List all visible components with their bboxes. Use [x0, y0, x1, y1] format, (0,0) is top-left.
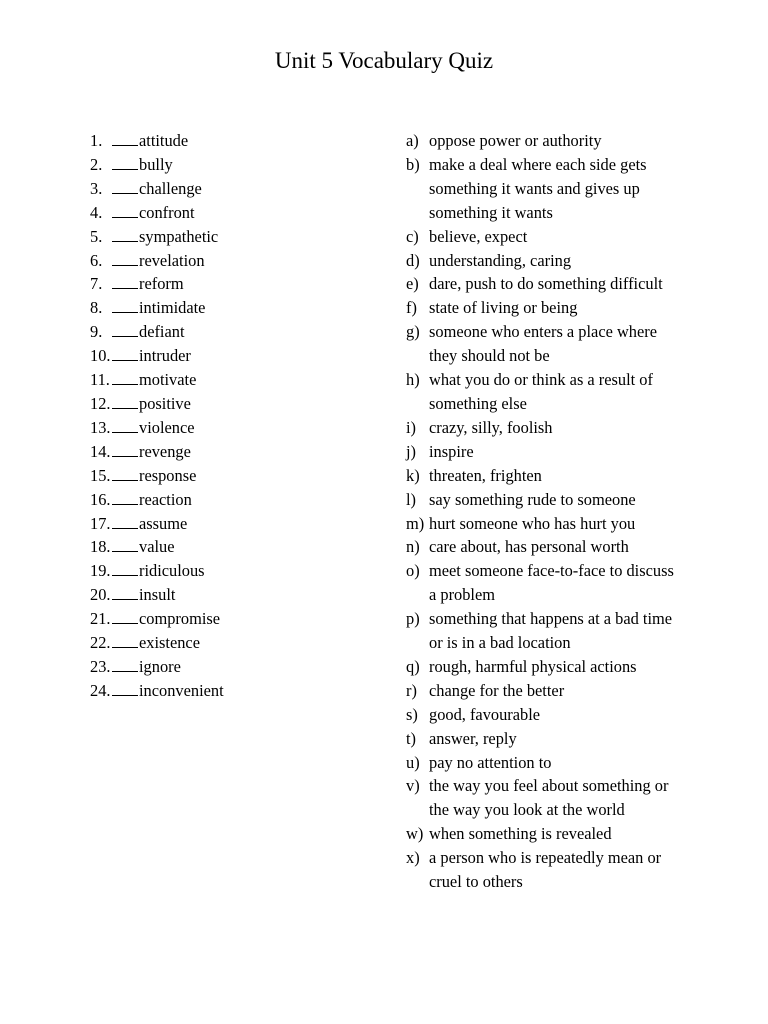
term-item	[90, 679, 380, 703]
definition-text: rough, harmful physical actions	[429, 656, 637, 676]
term-word: bully	[139, 154, 173, 174]
answer-blank[interactable]	[112, 440, 138, 457]
term-number: 23.	[90, 656, 111, 676]
answer-blank[interactable]	[112, 368, 138, 385]
term-number: 18.	[90, 537, 111, 557]
term-number: 1.	[90, 131, 103, 150]
term-word: positive	[139, 393, 191, 413]
term-number: 21.	[90, 609, 111, 629]
term-item	[90, 320, 380, 344]
definition-text: a person who is repeatedly mean or cruel to others	[429, 848, 662, 892]
definition-letter: r)	[406, 680, 417, 700]
answer-blank[interactable]	[112, 631, 138, 648]
term-item	[90, 344, 380, 368]
answer-blank[interactable]	[112, 679, 138, 696]
definition-text: believe, expect	[429, 226, 528, 246]
definition-item	[406, 225, 746, 249]
term-item	[90, 272, 380, 296]
term-item	[90, 153, 380, 177]
term-number: 24.	[90, 680, 111, 700]
term-number: 17.	[90, 513, 111, 533]
term-word: attitude	[139, 131, 189, 150]
page-title: Unit 5 Vocabulary Quiz	[274, 48, 494, 73]
definition-text: meet someone face-to-face to discuss a problem	[429, 561, 674, 605]
definition-item	[406, 751, 746, 775]
definition-letter: u)	[406, 752, 420, 772]
answer-blank[interactable]	[112, 249, 138, 266]
term-number: 4.	[90, 202, 103, 222]
term-number: 16.	[90, 489, 111, 509]
term-number: 10.	[90, 346, 111, 366]
definition-item	[406, 368, 746, 416]
definition-letter: v)	[406, 776, 420, 796]
term-item	[90, 488, 380, 512]
term-item	[90, 631, 380, 655]
term-word: revelation	[139, 250, 205, 270]
term-number: 9.	[90, 322, 103, 342]
term-number: 7.	[90, 274, 103, 294]
definition-text: answer, reply	[429, 728, 517, 748]
definition-item	[406, 296, 746, 320]
term-item	[90, 535, 380, 559]
term-word: intimidate	[139, 298, 206, 318]
definition-letter: n)	[406, 537, 420, 557]
term-item	[90, 607, 380, 631]
definition-item	[406, 129, 746, 153]
term-number: 15.	[90, 465, 111, 485]
definition-letter: c)	[406, 226, 419, 246]
definition-letter: h)	[406, 370, 420, 390]
definition-text: make a deal where each side gets something it wants and gives up something it wants	[429, 154, 647, 222]
definition-item	[406, 512, 746, 536]
definition-text: say something rude to someone	[429, 489, 636, 509]
definition-item	[406, 655, 746, 679]
definition-text: someone who enters a place where they should not be	[429, 322, 658, 366]
definition-item	[406, 416, 746, 440]
definition-item	[406, 440, 746, 464]
definition-item	[406, 774, 746, 822]
term-word: compromise	[139, 609, 221, 629]
definition-letter: s)	[406, 704, 418, 724]
answer-blank[interactable]	[112, 559, 138, 576]
answer-blank[interactable]	[112, 583, 138, 600]
definition-letter: b)	[406, 154, 420, 174]
definition-item	[406, 679, 746, 703]
definition-item	[406, 249, 746, 273]
definition-text: crazy, silly, foolish	[429, 417, 553, 437]
definition-letter: t)	[406, 728, 417, 748]
definition-item	[406, 822, 746, 846]
definition-letter: k)	[406, 465, 420, 485]
definition-text: dare, push to do something difficult	[429, 274, 663, 294]
term-word: intruder	[139, 346, 191, 366]
term-item	[90, 512, 380, 536]
term-word: revenge	[139, 441, 191, 461]
answer-blank[interactable]	[112, 320, 138, 337]
definition-letter: o)	[406, 561, 420, 581]
answer-blank[interactable]	[112, 392, 138, 409]
term-item	[90, 225, 380, 249]
term-word: violence	[139, 417, 195, 437]
answer-blank[interactable]	[112, 512, 138, 529]
definition-text: hurt someone who has hurt you	[429, 513, 636, 533]
answer-blank[interactable]	[112, 296, 138, 313]
definition-item	[406, 320, 746, 368]
definition-item	[406, 535, 746, 559]
answer-blank[interactable]	[112, 177, 138, 194]
definition-letter: f)	[406, 298, 417, 318]
term-item	[90, 583, 380, 607]
definition-letter: q)	[406, 656, 420, 676]
term-word: ridiculous	[139, 561, 205, 581]
definition-letter: i)	[406, 417, 417, 437]
term-item	[90, 129, 380, 153]
term-number: 5.	[90, 226, 103, 246]
term-word: sympathetic	[139, 226, 219, 246]
term-number: 19.	[90, 561, 111, 581]
definition-letter: p)	[406, 609, 420, 629]
definition-letter: a)	[406, 131, 419, 150]
answer-blank[interactable]	[112, 344, 138, 361]
term-word: confront	[139, 202, 195, 222]
answer-blank[interactable]	[112, 416, 138, 433]
definition-item	[406, 464, 746, 488]
definition-text: state of living or being	[429, 298, 578, 318]
answer-blank[interactable]	[112, 153, 138, 170]
term-word: ignore	[139, 656, 181, 676]
term-item	[90, 177, 380, 201]
definition-item	[406, 727, 746, 751]
term-word: challenge	[139, 178, 202, 198]
term-number: 14.	[90, 441, 111, 461]
term-word: defiant	[139, 322, 185, 342]
term-word: value	[139, 537, 175, 557]
definition-item	[406, 703, 746, 727]
definition-text: change for the better	[429, 680, 565, 700]
term-number: 22.	[90, 633, 111, 653]
term-item	[90, 464, 380, 488]
term-item	[90, 296, 380, 320]
definition-text: pay no attention to	[429, 752, 552, 772]
definition-letter: w)	[406, 824, 424, 844]
term-number: 13.	[90, 417, 111, 437]
answer-blank[interactable]	[112, 272, 138, 289]
definition-item	[406, 488, 746, 512]
term-word: insult	[139, 585, 176, 605]
term-item	[90, 655, 380, 679]
definitions-list	[406, 129, 746, 894]
definition-letter: g)	[406, 322, 420, 342]
answer-blank[interactable]	[112, 201, 138, 218]
term-item	[90, 440, 380, 464]
term-item	[90, 559, 380, 583]
definition-text: threaten, frighten	[429, 465, 542, 485]
definition-text: inspire	[429, 441, 474, 461]
answer-blank[interactable]	[112, 535, 138, 552]
terms-list	[90, 129, 380, 703]
answer-blank[interactable]	[112, 129, 138, 146]
term-number: 12.	[90, 393, 111, 413]
answer-blank[interactable]	[112, 488, 138, 505]
definition-item	[406, 153, 746, 225]
term-word: inconvenient	[139, 680, 224, 700]
term-item	[90, 368, 380, 392]
definition-item	[406, 846, 746, 894]
definition-text: understanding, caring	[429, 250, 572, 270]
term-number: 3.	[90, 178, 103, 198]
definition-text: oppose power or authority	[429, 131, 602, 150]
term-number: 2.	[90, 154, 103, 174]
answer-blank[interactable]	[112, 655, 138, 672]
definition-item	[406, 607, 746, 655]
term-word: reaction	[139, 489, 192, 509]
definition-letter: j)	[406, 441, 417, 461]
term-number: 6.	[90, 250, 103, 270]
definition-text: when something is revealed	[429, 824, 612, 844]
definition-letter: m)	[406, 513, 425, 533]
term-word: reform	[139, 274, 184, 294]
answer-blank[interactable]	[112, 607, 138, 624]
term-item	[90, 416, 380, 440]
term-item	[90, 249, 380, 273]
definition-text: care about, has personal worth	[429, 537, 629, 557]
term-word: motivate	[139, 370, 197, 390]
definition-letter: e)	[406, 274, 419, 294]
term-word: response	[139, 465, 197, 485]
answer-blank[interactable]	[112, 225, 138, 242]
answer-blank[interactable]	[112, 464, 138, 481]
definition-letter: d)	[406, 250, 420, 270]
term-word: existence	[139, 633, 200, 653]
definition-letter: l)	[406, 489, 417, 509]
definition-text: the way you feel about something or the way you look at the world	[429, 776, 669, 820]
definition-text: what you do or think as a result of something else	[429, 370, 653, 413]
term-number: 8.	[90, 298, 103, 318]
definition-item	[406, 559, 746, 607]
definition-text: something that happens at a bad time or is in a bad location	[429, 609, 673, 653]
term-word: assume	[139, 513, 188, 533]
definition-text: good, favourable	[429, 704, 541, 724]
term-number: 11.	[90, 370, 110, 390]
term-number: 20.	[90, 585, 111, 605]
term-item	[90, 392, 380, 416]
term-item	[90, 201, 380, 225]
definition-letter: x)	[406, 848, 420, 868]
definition-item	[406, 272, 746, 296]
